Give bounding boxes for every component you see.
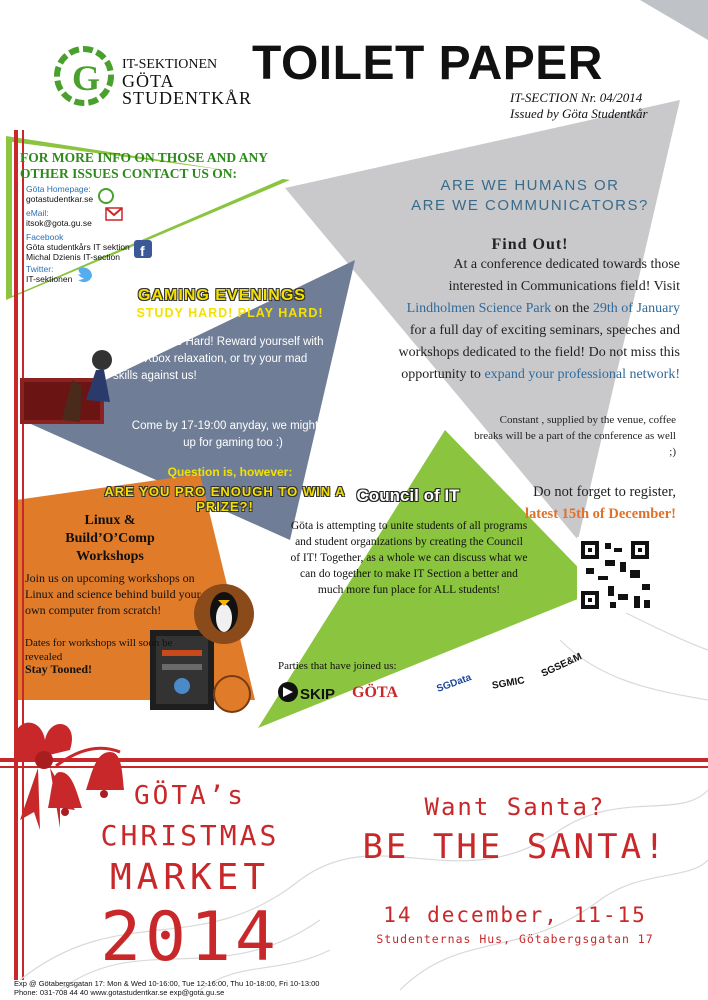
party-sgmic: SGMIC xyxy=(491,675,526,692)
ribbon-vertical xyxy=(14,130,18,980)
christmas-line1: GÖTA’s xyxy=(134,781,246,811)
market-location: Studenternas Hus, Götabergsgatan 17 xyxy=(376,932,654,946)
corner-decoration xyxy=(640,0,708,40)
linux-dates: Dates for workshops will soon be revealed xyxy=(25,637,173,663)
facebook-page-1[interactable]: Göta studentkårs IT sektion xyxy=(26,242,130,252)
facebook-label: Facebook xyxy=(26,232,64,242)
christmas-year: 2014 xyxy=(100,898,280,977)
conference-body xyxy=(396,254,680,386)
homepage-link[interactable]: gotastudentkar.se xyxy=(26,194,94,204)
gaming-question: Question is, however: xyxy=(167,465,293,479)
footer-contact: Phone: 031-708 44 40 www.gotastudentkar.se exp@gota.gu.se xyxy=(14,988,225,997)
conference-venue: Lindholmen Science Park xyxy=(406,301,552,316)
conference-heading xyxy=(395,176,665,216)
gaming-body: You Study So Hard! Reward yourself with some Xbox relaxation, or try your mad skills against us! xyxy=(113,336,324,382)
issued-by: Issued by Göta Studentkår xyxy=(510,106,648,121)
contact-homepage[interactable] xyxy=(26,184,146,204)
parties-label: Parties that have joined us: xyxy=(278,660,397,672)
party-skip: SKIP xyxy=(300,686,336,703)
register-deadline: latest 15th of December! xyxy=(525,506,676,522)
issue-number: IT-SECTION Nr. 04/2014 xyxy=(510,90,643,105)
logo-line3: STUDENTKÅR xyxy=(122,88,252,108)
conference-text-3: for a full day of exciting seminars, speeches and workshops dedicated to the field! Do not miss this opportunity to xyxy=(398,323,680,382)
issue-info xyxy=(510,90,648,122)
footer-hours: Exp @ Götabergsgatan 17: Mon & Wed 10-16:00, Tue 12-16:00, Thu 10-18:00, Fri 10-13:00 xyxy=(14,979,320,988)
party-gota: GÖTA xyxy=(352,684,398,701)
linux-title-line1: Linux & xyxy=(84,513,136,528)
market-date: 14 december, 11-15 xyxy=(383,903,647,927)
conference-heading-line2: ARE WE COMMUNICATORS? xyxy=(411,197,649,214)
council-title: Council of IT xyxy=(356,486,460,505)
party-sgse: SGSE&M xyxy=(539,651,584,680)
christmas-market-block xyxy=(60,776,320,976)
venue-note: Constant , supplied by the venue, coffee breaks will be a part of the conference as well ;) xyxy=(474,414,676,458)
council-body: Göta is attempting to unite students of all programs and student organizations by creating the Council of IT! Together, as a whole we can discuss what we can do together to make IT Section a better and much more fun place for ALL students! xyxy=(290,520,528,596)
conference-text-2: on the xyxy=(554,301,590,316)
gaming-subtitle: STUDY HARD! PLAY HARD! xyxy=(136,306,324,320)
linux-title xyxy=(30,512,190,566)
footer xyxy=(14,979,704,997)
contact-twitter[interactable] xyxy=(26,264,106,284)
svg-text:f: f xyxy=(140,243,145,259)
contact-facebook[interactable] xyxy=(26,232,156,262)
facebook-page-2[interactable]: Michal Dzienis IT-section xyxy=(26,252,121,262)
logo-line1: IT-SEKTIONEN xyxy=(122,57,218,72)
email-label: eMail: xyxy=(26,208,49,218)
gaming-challenge: ARE YOU PRO ENOUGH TO WIN A PRIZE?! xyxy=(104,484,346,514)
homepage-label: Göta Homepage: xyxy=(26,184,91,194)
santa-block xyxy=(330,790,700,948)
christmas-line3: MARKET xyxy=(109,857,271,898)
party-sgdata: SGData xyxy=(435,672,473,695)
twitter-label: Twitter: xyxy=(26,264,54,274)
linux-stay: Stay Tooned! xyxy=(25,662,93,676)
linux-title-line3: Workshops xyxy=(76,549,144,564)
register-text: Do not forget to register, xyxy=(533,484,676,500)
christmas-line2: CHRISTMAS xyxy=(100,819,280,852)
conference-network: expand your professional network! xyxy=(484,367,680,382)
email-link[interactable]: itsok@gota.gu.se xyxy=(26,218,92,228)
page-title: TOILET PAPER xyxy=(252,37,603,90)
linux-title-line2: Build’O’Comp xyxy=(65,531,155,546)
logo-text xyxy=(122,56,252,107)
gaming-illustration xyxy=(20,350,112,424)
svg-text:G: G xyxy=(72,58,101,98)
gaming-title: GAMING EVENINGS xyxy=(138,287,306,304)
gota-logo-icon xyxy=(57,49,111,103)
contact-heading: FOR MORE INFO ON THOSE AND ANY OTHER ISSUES CONTACT US ON: xyxy=(20,150,268,181)
want-santa: Want Santa? xyxy=(424,793,606,821)
contact-email[interactable] xyxy=(26,208,146,228)
gaming-time: Come by 17-19:00 anyday, we might be up for gaming too :) xyxy=(131,420,335,449)
conference-heading-line1: ARE WE HUMANS OR xyxy=(440,177,620,194)
ribbon-vertical-thin xyxy=(22,130,24,980)
party-logo-shield xyxy=(214,676,250,712)
find-out: Find Out! xyxy=(491,236,569,253)
qr-code xyxy=(577,537,653,613)
conference-date: 29th of January xyxy=(592,301,680,316)
linux-body: Join us on upcoming workshops on Linux and science behind build your own computer from scratch! xyxy=(25,571,201,617)
be-the-santa: BE THE SANTA! xyxy=(362,827,668,867)
logo-line2: GÖTA xyxy=(122,71,175,91)
twitter-link[interactable]: IT-sektionen xyxy=(26,274,73,284)
conference-text-1: At a conference dedicated towards those interested in Communications field! Visit xyxy=(448,257,680,294)
